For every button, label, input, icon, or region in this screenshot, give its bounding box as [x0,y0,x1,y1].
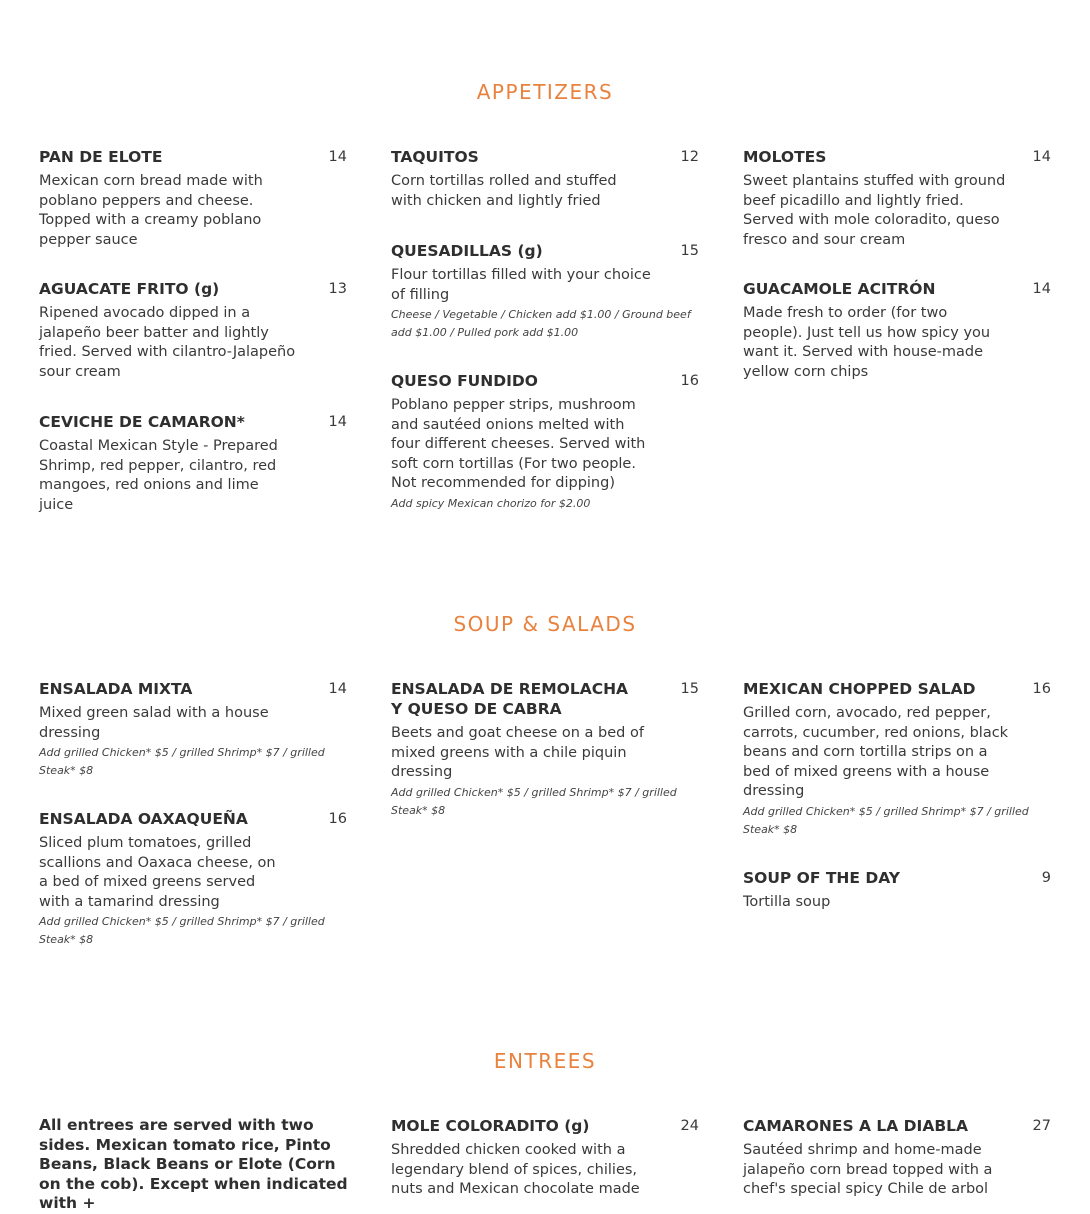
item-name: SOUP OF THE DAY [743,869,900,887]
section-title-entrees: ENTREES [493,1049,597,1073]
item-price: 27 [1032,1118,1051,1134]
menu-item [391,679,703,820]
menu-item [743,868,1055,913]
item-description: Coastal Mexican Style - Prepared Shrimp, red pepper, cilantro, red mangoes, red onions and lime juice [39,438,278,513]
item-price: 14 [328,681,347,697]
menu-item [743,1116,1055,1200]
item-name: CEVICHE DE CAMARON* [39,413,245,431]
item-name: ENSALADA DE REMOLACHA Y QUESO DE CABRA [391,680,629,718]
item-description: Made fresh to order (for two people). Just tell us how spicy you want it. Served with house-made yellow corn chips [743,305,991,380]
menu-item [391,1116,703,1200]
menu-item [743,279,1055,382]
item-price: 15 [680,681,699,697]
item-description: Sweet plantains stuffed with ground beef picadillo and lightly fried. Served with mole coloradito, queso fresco and sour cream [743,173,1006,248]
item-description: Ripened avocado dipped in a jalapeño beer batter and lightly fried. Served with cilantro-Jalapeño sour cream [39,305,296,380]
item-description: Corn tortillas rolled and stuffed with chicken and lightly fried [391,173,617,209]
item-note: Add grilled Chicken* $5 / grilled Shrimp* $7 / grilled Steak* $8 [39,746,325,778]
item-price: 14 [1032,149,1051,165]
item-name: MEXICAN CHOPPED SALAD [743,680,976,698]
menu-item [391,241,703,342]
item-description: Mexican corn bread made with poblano peppers and cheese. Topped with a creamy poblano pepper sauce [39,173,263,248]
item-name: MOLOTES [743,148,827,166]
item-price: 16 [1032,681,1051,697]
item-price: 14 [328,414,347,430]
item-name: ENSALADA MIXTA [39,680,193,698]
item-description: Shredded chicken cooked with a legendary blend of spices, chilies, nuts and Mexican chocolate made [391,1142,640,1198]
item-price: 14 [328,149,347,165]
entrees-column-1 [39,1116,351,1214]
item-description: Sliced plum tomatoes, grilled scallions and Oaxaca cheese, on a bed of mixed greens served with a tamarind dressing [39,835,276,910]
item-name: TAQUITOS [391,148,479,166]
item-description: Beets and goat cheese on a bed of mixed greens with a chile piquin dressing [391,725,644,781]
item-name: ENSALADA OAXAQUEÑA [39,810,248,828]
item-price: 14 [1032,281,1051,297]
item-name: MOLE COLORADITO (g) [391,1117,590,1135]
item-description: Flour tortillas filled with your choice of filling [391,267,651,303]
item-name: GUACAMOLE ACITRÓN [743,280,936,298]
item-name: AGUACATE FRITO (g) [39,280,220,298]
item-description: Poblano pepper strips, mushroom and sautéed onions melted with four different cheeses. Served with soft corn tortillas (For two people. Not recommended for dipping) [391,397,646,492]
item-price: 13 [328,281,347,297]
menu-item [391,147,703,211]
item-price: 16 [328,811,347,827]
menu-item [39,809,351,949]
item-price: 12 [680,149,699,165]
item-note: Add grilled Chicken* $5 / grilled Shrimp* $7 / grilled Steak* $8 [391,785,677,817]
section-title-appetizers: APPETIZERS [476,80,614,104]
item-name: QUESADILLAS (g) [391,242,543,260]
item-price: 24 [680,1118,699,1134]
menu-item [391,371,703,513]
item-name: CAMARONES A LA DIABLA [743,1117,968,1135]
menu-item [39,279,351,382]
item-note: Add grilled Chicken* $5 / grilled Shrimp* $7 / grilled Steak* $8 [39,915,325,947]
menu-item [39,679,351,780]
item-note: Cheese / Vegetable / Chicken add $1.00 / Ground beef add $1.00 / Pulled pork add $1.00 [391,308,691,340]
section-title-soup-salads: SOUP & SALADS [453,612,637,636]
item-price: 16 [680,373,699,389]
item-description: Tortilla soup [743,894,831,910]
item-price: 15 [680,243,699,259]
menu-item [743,679,1055,839]
item-description: Grilled corn, avocado, red pepper, carrots, cucumber, red onions, black beans and corn tortilla strips on a bed of mixed greens with a house dressing [743,705,1009,800]
item-note: Add grilled Chicken* $5 / grilled Shrimp* $7 / grilled Steak* $8 [743,804,1029,836]
menu-item [743,147,1055,250]
menu-item [39,147,351,250]
item-description: Mixed green salad with a house dressing [39,705,269,741]
item-note: Add spicy Mexican chorizo for $2.00 [391,496,591,510]
entrees-intro: All entrees are served with two sides. Mexican tomato rice, Pinto Beans, Black Beans or Elote (Corn on the cob). Except when indicated with + [39,1116,348,1213]
item-description: Sautéed shrimp and home-made jalapeño corn bread topped with a chef's special spicy Chile de arbol [743,1142,993,1198]
item-name: QUESO FUNDIDO [391,372,538,390]
menu-item [39,412,351,515]
item-price: 9 [1041,870,1051,886]
item-name: PAN DE ELOTE [39,148,163,166]
